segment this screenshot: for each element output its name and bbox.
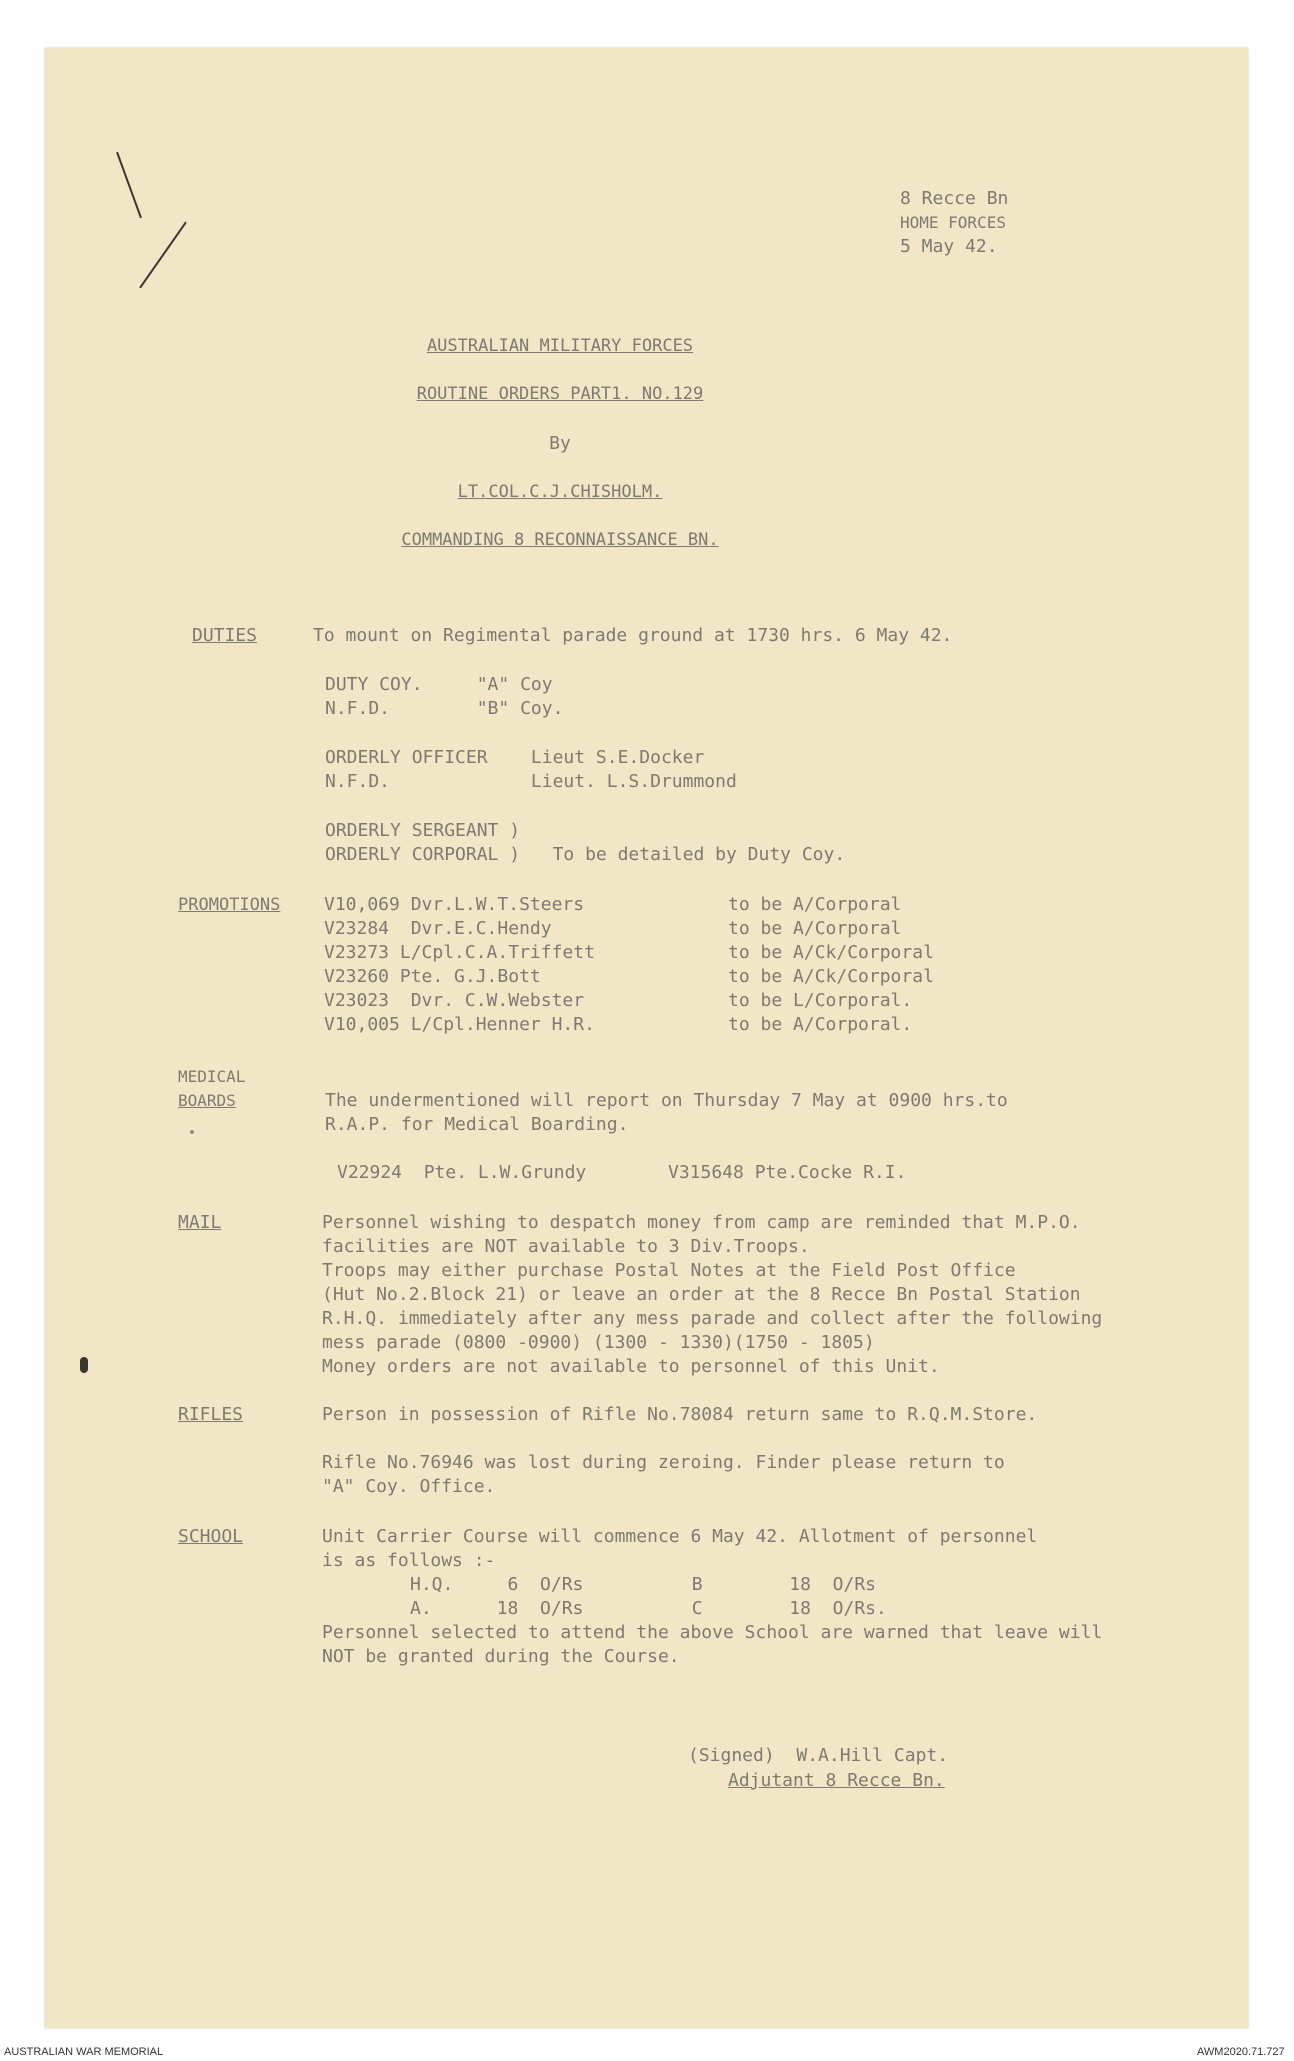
duties-row: ORDERLY SERGEANT ): [325, 820, 521, 841]
promotion-name: V23284 Dvr.E.C.Hendy: [324, 918, 552, 939]
ink-spot-mark: [190, 1130, 194, 1134]
mail-line: facilities are NOT available to 3 Div.Troops.: [322, 1236, 810, 1257]
mail-line: mess parade (0800 -0900) (1300 - 1330)(1750 - 1805): [322, 1332, 875, 1353]
title-orders: ROUTINE ORDERS PART1. NO.129: [416, 384, 704, 404]
rifles-heading: RIFLES: [178, 1404, 244, 1425]
title-command: COMMANDING 8 RECONNAISSANCE BN.: [401, 530, 719, 550]
school-line: is as follows :-: [322, 1550, 496, 1571]
medical-person: V22924 Pte. L.W.Grundy: [337, 1162, 587, 1183]
promotions-heading: PROMOTIONS: [178, 895, 281, 915]
signature-title: Adjutant 8 Recce Bn.: [728, 1770, 945, 1791]
duties-row: ORDERLY CORPORAL ) To be detailed by Duty Coy.: [325, 844, 846, 865]
school-heading: SCHOOL: [178, 1526, 244, 1547]
duties-row: DUTY COY. "A" Coy: [325, 674, 553, 695]
promotion-name: V23023 Dvr. C.W.Webster: [324, 990, 585, 1011]
mail-line: R.H.Q. immediately after any mess parade and collect after the following: [322, 1308, 1103, 1329]
medical-heading: MEDICAL: [178, 1067, 246, 1086]
medical-person: V315648 Pte.Cocke R.I.: [668, 1162, 907, 1183]
promotion-name: V10,005 L/Cpl.Henner H.R.: [324, 1014, 595, 1035]
school-line: Unit Carrier Course will commence 6 May 42. Allotment of personnel: [322, 1526, 1038, 1547]
footer-accession: AWM2020.71.727: [1197, 2046, 1285, 2058]
promotion-rank: to be A/Ck/Corporal: [728, 966, 934, 987]
rifles-line: Rifle No.76946 was lost during zeroing. Finder please return to: [322, 1452, 1005, 1473]
title-commander: LT.COL.C.J.CHISHOLM.: [457, 482, 663, 502]
header-date: 5 May 42.: [900, 236, 998, 257]
school-allotment: A. 18 O/Rs C 18 O/Rs.: [410, 1598, 887, 1619]
promotion-name: V10,069 Dvr.L.W.T.Steers: [324, 894, 585, 915]
rifles-line: "A" Coy. Office.: [322, 1476, 496, 1497]
header-forces: HOME FORCES: [900, 213, 1006, 232]
duties-heading: DUTIES: [192, 625, 258, 646]
promotion-rank: to be A/Ck/Corporal: [728, 942, 934, 963]
promotion-rank: to be L/Corporal.: [728, 990, 913, 1011]
header-unit: 8 Recce Bn: [900, 188, 1009, 209]
rifles-line: Person in possession of Rifle No.78084 return same to R.Q.M.Store.: [322, 1404, 1038, 1425]
boards-heading: BOARDS: [178, 1091, 236, 1110]
duties-row: N.F.D. "B" Coy.: [325, 698, 564, 719]
title-by: By: [549, 433, 571, 454]
signature-name: (Signed) W.A.Hill Capt.: [688, 1745, 949, 1766]
mail-line: Money orders are not available to personnel of this Unit.: [322, 1356, 940, 1377]
mail-line: Personnel wishing to despatch money from camp are reminded that M.P.O.: [322, 1212, 1081, 1233]
mail-heading: MAIL: [178, 1212, 222, 1233]
duties-row: ORDERLY OFFICER Lieut S.E.Docker: [325, 747, 705, 768]
medical-line: The undermentioned will report on Thursday 7 May at 0900 hrs.to: [325, 1090, 1008, 1111]
promotion-name: V23260 Pte. G.J.Bott: [324, 966, 541, 987]
medical-line: R.A.P. for Medical Boarding.: [325, 1114, 629, 1135]
duties-row: N.F.D. Lieut. L.S.Drummond: [325, 771, 737, 792]
mail-line: Troops may either purchase Postal Notes at the Field Post Office: [322, 1260, 1016, 1281]
promotion-name: V23273 L/Cpl.C.A.Triffett: [324, 942, 595, 963]
school-line: NOT be granted during the Course.: [322, 1646, 680, 1667]
ink-spot-mark: [80, 1357, 88, 1373]
mail-line: (Hut No.2.Block 21) or leave an order at the 8 Recce Bn Postal Station: [322, 1284, 1081, 1305]
school-line: Personnel selected to attend the above School are warned that leave will: [322, 1622, 1103, 1643]
footer-collection: AUSTRALIAN WAR MEMORIAL: [4, 2046, 164, 2058]
promotion-rank: to be A/Corporal.: [728, 1014, 913, 1035]
title-forces: AUSTRALIAN MILITARY FORCES: [426, 336, 694, 356]
promotion-rank: to be A/Corporal: [728, 894, 902, 915]
school-allotment: H.Q. 6 O/Rs B 18 O/Rs: [410, 1574, 876, 1595]
duties-intro: To mount on Regimental parade ground at 1730 hrs. 6 May 42.: [313, 625, 953, 646]
promotion-rank: to be A/Corporal: [728, 918, 902, 939]
